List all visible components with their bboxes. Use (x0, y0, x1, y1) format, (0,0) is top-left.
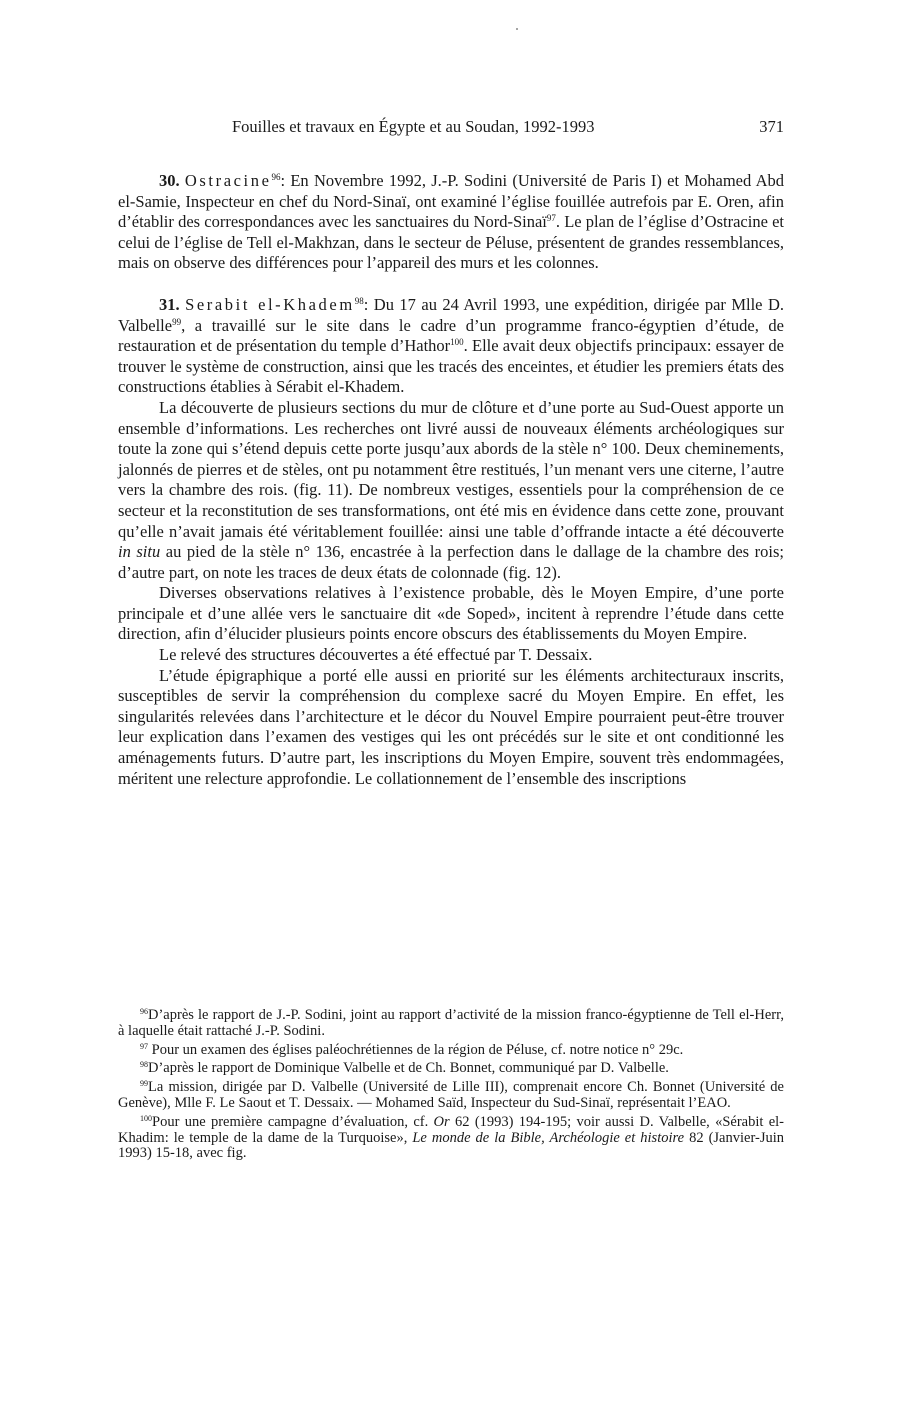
footnote-text: D’après le rapport de J.-P. Sodini, joint au rapport d’activité de la mission franco-égyptienne de Tell el-Herr, à laquelle était rattaché J.-P. Sodini. (118, 1007, 784, 1039)
footnote (118, 1008, 784, 1040)
paragraph: Diverses observations relatives à l’existence probable, dès le Moyen Empire, d’une porte principale et d’une allée vers le sanctuaire dit «de Soped», incitent à reprendre l’étude dans cette direction, afin d’élucider plusieurs points encore obscurs des établissements du Moyen Empire. (118, 583, 784, 644)
footnote-text: D’après le rapport de Dominique Valbelle et de Ch. Bonnet, communiqué par D. Valbelle. (148, 1060, 669, 1077)
section-text: . Elle avait deux objectifs principaux: essayer de trouver le système de construction, ainsi que les tracés des enceintes, et étudier les premiers états des constructions établies à Sérabit el-Khadem. (118, 336, 784, 397)
site-name: Ostracine (184, 171, 272, 190)
section-text: . Le plan de l’église d’Ostracine et celui de l’église de Tell el-Makhzan, dans le secteur de Péluse, présentent de grandes ressemblances, mais on observe des différences pour l’appareil des murs et les colonnes. (118, 212, 784, 273)
site-name: Serabit el-Khadem (185, 294, 355, 314)
section-text: : En Novembre 1992, J.-P. Sodini (Université de Paris I) et Mohamed Abd el-Samie, Inspecteur en chef du Nord-Sinaï, ont examiné l’église fouillée autrefois par E. Oren, afin d’établir des correspondances avec les sanctuaires du Nord-Sinaï (118, 171, 784, 232)
footnote-ref: 98 (354, 295, 364, 306)
main-text (118, 171, 784, 789)
page-number: 371 (759, 117, 784, 136)
footnote-number: 100 (140, 1113, 152, 1123)
section-30 (118, 171, 784, 274)
footnote (118, 1080, 784, 1112)
running-title: Fouilles et travaux en Égypte et au Soudan, 1992-1993 (232, 117, 595, 136)
footnote-ref: 96 (271, 172, 281, 182)
footnote-text: 62 (1993) 194-195; voir aussi D. Valbelle, «Sérabit el-Khadim: le temple de la dame de la Turquoise», (118, 1113, 785, 1146)
footnote (118, 1061, 784, 1077)
paragraph-text: La découverte de plusieurs sections du mur de clôture et d’une porte au Sud-Ouest apporte un ensemble d’informations. Les recherches ont livré aussi de nouveaux éléments archéologiques sur toute la zone qui s’étend depuis cette porte jusqu’aux abords de la stèle n° 100. Deux cheminements, jalonnés de pierres et de stèles, ont pu notamment être restitués, l’un menant vers une citerne, l’autre vers la chambre des rois. (fig. 11). De nombreux vestiges, essentiels pour la compréhension de ce secteur et la reconstitution de ses transformations, ont été mis en évidence dans cette zone, prouvant qu’elle n’avait jamais été véritablement fouillée: ainsi une table d’offrande intacte a été découverte (118, 397, 784, 541)
footnote-ref: 97 (546, 213, 556, 224)
section-number: 30. (159, 171, 180, 190)
footnotes (118, 1008, 784, 1165)
footnote-number: 98 (140, 1060, 148, 1070)
section-text: : Du 17 au 24 Avril 1993, une expédition, dirigée par Mlle D. Valbelle (118, 294, 784, 335)
footnote-ref: 99 (172, 316, 182, 327)
footnote-text: Pour une première campagne d’évaluation, cf. (152, 1113, 434, 1130)
footnote (118, 1115, 784, 1162)
section-number: 31. (159, 294, 180, 314)
footnote-ref: 100 (450, 337, 464, 348)
footnote-text: Pour un examen des églises paléochrétiennes de la région de Péluse, cf. notre notice n° 29c. (148, 1041, 684, 1058)
footnote-text: La mission, dirigée par D. Valbelle (Université de Lille III), comprenait encore Ch. Bonnet (Université de Genève), Mlle F. Le Saout et T. Dessaix. — Mohamed Saïd, Inspecteur du Sud-Sinaï, représentait l’EAO. (118, 1079, 784, 1111)
footnote-text: 82 (Janvier-Juin 1993) 15-18, avec fig. (118, 1129, 784, 1162)
paragraph: L’étude épigraphique a porté elle aussi en priorité sur les éléments architecturaux inscrits, susceptibles de servir la compréhension du complexe sacré du Moyen Empire. En effet, les singularités relevées dans l’architecture et le décor du Nouvel Empire pourraient peut-être trouver leur explication dans l’examen des vestiges qui les ont précédés sur le site et ont conditionné les aménagements futurs. D’autre part, les inscriptions du Moyen Empire, souvent très endommagées, méritent une relecture approfondie. Le collationnement de l’ensemble des inscriptions (118, 665, 784, 788)
paragraph: Le relevé des structures découvertes a été effectué par T. Dessaix. (159, 645, 593, 665)
journal-title: Or (433, 1113, 450, 1130)
footnote-number: 99 (140, 1079, 148, 1089)
paragraph (118, 398, 784, 583)
scan-speck (516, 28, 518, 30)
footnote-number: 97 (140, 1041, 148, 1051)
section-text: , a travaillé sur le site dans le cadre d’un programme franco-égyptien d’étude, de restauration et de présentation du temple d’Hathor (118, 315, 784, 356)
section-31 (118, 295, 784, 398)
italic-text: in situ (118, 542, 161, 562)
paragraph-text: au pied de la stèle n° 136, encastrée à la perfection dans le dallage de la chambre des rois; d’autre part, on note les traces de deux états de colonnade (fig. 12). (118, 542, 784, 582)
footnote-number: 96 (140, 1007, 148, 1016)
series-title: Le monde de la Bible, Archéologie et histoire (412, 1129, 685, 1146)
footnote (118, 1043, 784, 1059)
